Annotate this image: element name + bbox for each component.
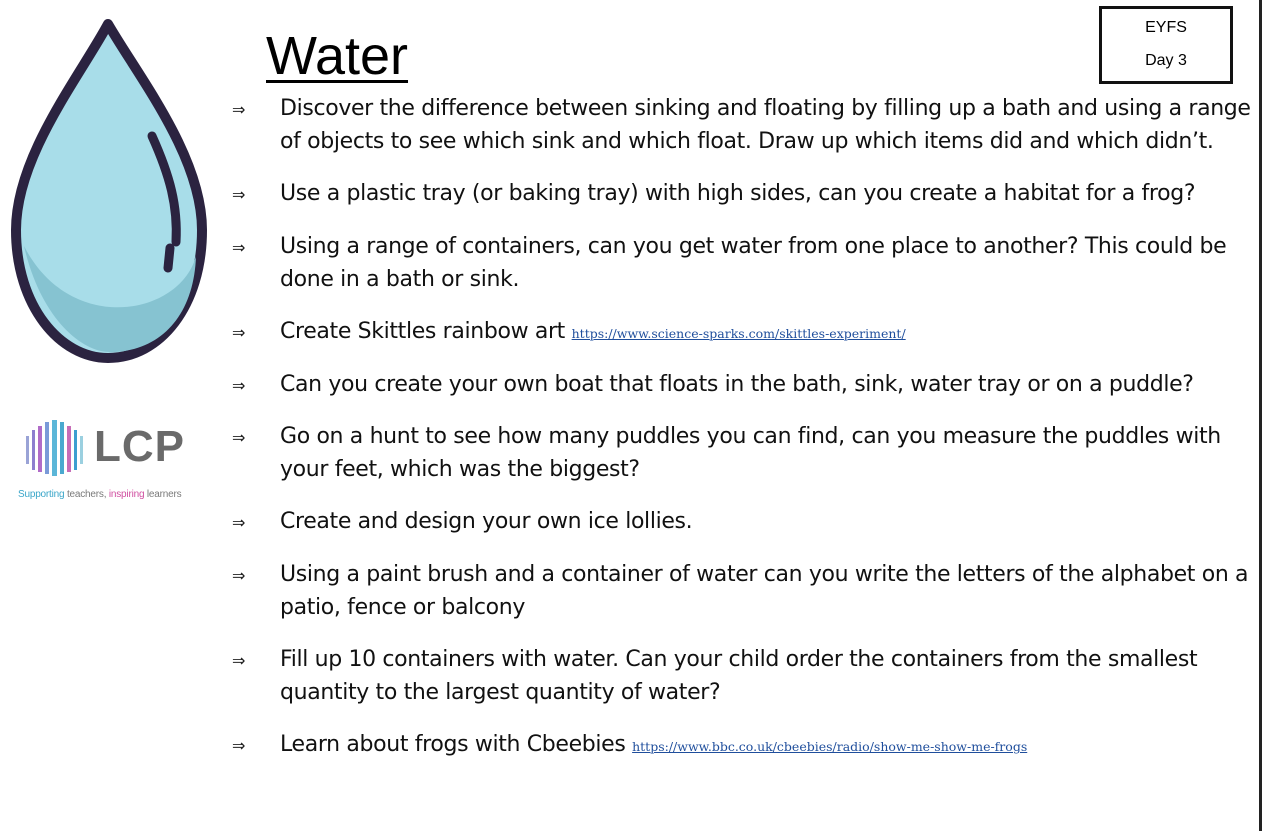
activity-text: Create Skittles rainbow art https://www.science-sparks.com/skittles-experiment/ [280, 319, 906, 344]
lcp-logo [14, 412, 200, 508]
bullet-arrow-icon: ⇒ [232, 185, 246, 204]
level-day-badge [1099, 6, 1233, 84]
bullet-arrow-icon: ⇒ [232, 428, 246, 447]
badge-level: EYFS [1145, 19, 1187, 36]
page-title: Water [266, 26, 409, 86]
bullet-arrow-icon: ⇒ [232, 651, 246, 670]
bullet-arrow-icon: ⇒ [232, 100, 246, 119]
badge-day: Day 3 [1145, 52, 1187, 69]
bullet-arrow-icon: ⇒ [232, 323, 246, 342]
activity-text: Go on a hunt to see how many puddles you can find, can you measure the puddles with your feet, which was the biggest? [280, 424, 1221, 482]
activity-text: Discover the difference between sinking and floating by filling up a bath and using a range of objects to see which sink and which float. Draw up which items did and which didn’t. [280, 96, 1251, 154]
activity-text: Can you create your own boat that floats in the bath, sink, water tray or on a puddle? [280, 372, 1194, 397]
activity-text: Using a range of containers, can you get water from one place to another? This could be done in a bath or sink. [280, 234, 1227, 292]
cbeebies-frogs-link[interactable]: https://www.bbc.co.uk/cbeebies/radio/show-me-show-me-frogs [632, 739, 1028, 754]
lcp-logo-text: LCP [94, 422, 185, 471]
activity-text: Create and design your own ice lollies. [280, 509, 693, 534]
bullet-arrow-icon: ⇒ [232, 376, 246, 395]
bullet-arrow-icon: ⇒ [232, 238, 246, 257]
bullet-arrow-icon: ⇒ [232, 566, 246, 585]
skittles-experiment-link[interactable]: https://www.science-sparks.com/skittles-experiment/ [571, 326, 906, 341]
activity-text: Use a plastic tray (or baking tray) with high sides, can you create a habitat for a frog? [280, 181, 1196, 206]
bullet-arrow-icon: ⇒ [232, 736, 246, 755]
lcp-tagline: Supporting teachers, inspiring learners [18, 489, 182, 500]
lcp-bars-icon [24, 420, 88, 476]
activity-text: Learn about frogs with Cbeebies https://www.bbc.co.uk/cbeebies/radio/show-me-show-me-frogs [280, 732, 1028, 757]
bullet-arrow-icon: ⇒ [232, 513, 246, 532]
activity-text: Fill up 10 containers with water. Can your child order the containers from the smallest quantity to the largest quantity of water? [280, 647, 1198, 705]
water-drop-icon [10, 16, 210, 364]
activity-text: Using a paint brush and a container of water can you write the letters of the alphabet on a patio, fence or balcony [280, 562, 1249, 620]
